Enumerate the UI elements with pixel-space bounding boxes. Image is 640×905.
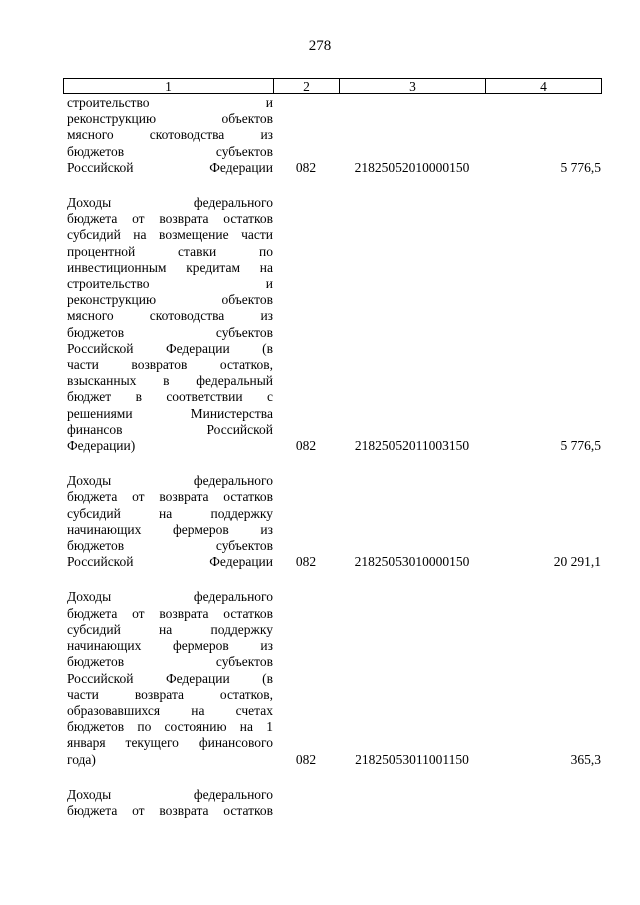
description-word: возврата xyxy=(134,686,185,702)
description-line: инвестиционным кредитам на xyxy=(67,259,273,275)
description-word: бюджетов xyxy=(67,143,125,159)
description-word: субъектов xyxy=(215,143,273,159)
description-line: бюджета от возврата остатков xyxy=(67,802,273,818)
description-word: и xyxy=(265,276,273,292)
description-word: объектов xyxy=(221,292,273,308)
description-line xyxy=(67,703,273,719)
table-row xyxy=(63,787,602,819)
description-line xyxy=(67,127,273,143)
row-description xyxy=(63,589,273,767)
description-word: из xyxy=(260,521,273,537)
table-row xyxy=(63,195,602,454)
description-line xyxy=(67,522,273,538)
header-col-2: 2 xyxy=(274,79,340,93)
description-line xyxy=(67,506,273,522)
description-word: Российской xyxy=(206,421,273,437)
description-word: остатков, xyxy=(219,357,273,373)
description-word: Российской xyxy=(67,670,134,686)
description-word: поддержку xyxy=(210,621,273,637)
description-word: ставки xyxy=(178,243,217,259)
description-line xyxy=(67,671,273,687)
description-word: субъектов xyxy=(215,654,273,670)
description-word: скотоводства xyxy=(149,308,225,324)
description-word: и xyxy=(265,95,273,110)
header-col-4: 4 xyxy=(540,79,547,94)
description-word: части xyxy=(67,357,99,373)
description-word: начинающих xyxy=(67,521,142,537)
description-word: федеральный xyxy=(196,373,273,389)
description-line xyxy=(67,373,273,389)
description-line xyxy=(67,341,273,357)
description-line xyxy=(67,95,273,111)
table-header-row xyxy=(63,78,602,94)
description-line: бюджетов по состоянию на 1 xyxy=(67,719,273,735)
table-row xyxy=(63,95,602,176)
description-word: из xyxy=(260,127,273,143)
description-word: федерального xyxy=(193,195,273,211)
description-word: финансов xyxy=(67,421,123,437)
description-line xyxy=(67,654,273,670)
description-word: федерального xyxy=(193,473,273,489)
description-line xyxy=(67,308,273,324)
description-line xyxy=(67,292,273,308)
description-line xyxy=(67,144,273,160)
description-word: решениями xyxy=(67,405,133,421)
description-word: на xyxy=(159,621,173,637)
description-line xyxy=(67,638,273,654)
description-line xyxy=(67,422,273,438)
description-word: процентной xyxy=(67,243,136,259)
description-word: на xyxy=(159,505,173,521)
description-word: остатков, xyxy=(219,686,273,702)
description-line: января текущего финансового xyxy=(67,735,273,751)
description-word: по xyxy=(259,243,273,259)
description-word: Федерации xyxy=(165,670,230,686)
table-row xyxy=(63,589,602,767)
description-word: фермеров xyxy=(173,521,229,537)
description-word: бюджетов xyxy=(67,538,125,554)
description-word: бюджетов xyxy=(67,324,125,340)
description-word: строительство xyxy=(67,276,150,292)
description-word: субсидий xyxy=(67,621,121,637)
description-line: бюджета от возврата остатков xyxy=(67,605,273,621)
description-word: части xyxy=(67,686,99,702)
description-word: начинающих xyxy=(67,638,142,654)
description-word: мясного xyxy=(67,308,114,324)
description-word: счетах xyxy=(235,702,273,718)
description-word: на xyxy=(191,702,205,718)
row-description xyxy=(63,473,273,570)
description-line: субсидий на возмещение части xyxy=(67,227,273,243)
description-line xyxy=(67,787,273,803)
table-row xyxy=(63,473,602,570)
description-line xyxy=(67,325,273,341)
description-line xyxy=(67,244,273,260)
description-word: фермеров xyxy=(173,638,229,654)
description-line xyxy=(67,111,273,127)
description-line xyxy=(67,622,273,638)
row-amount: 5 776,5 xyxy=(560,438,601,454)
description-line xyxy=(67,473,273,489)
description-line xyxy=(67,276,273,292)
description-word: взысканных xyxy=(67,373,137,389)
description-word: образовавшихся xyxy=(67,702,161,718)
description-line xyxy=(67,195,273,211)
description-line xyxy=(67,687,273,703)
description-word: Доходы xyxy=(67,195,112,211)
row-budget-code: 21825053010000150 xyxy=(354,554,470,570)
description-word: бюджетов xyxy=(67,654,125,670)
row-budget-code: 21825052010000150 xyxy=(354,159,470,175)
description-word: субъектов xyxy=(215,324,273,340)
description-line: бюджета от возврата остатков xyxy=(67,211,273,227)
description-word: (в xyxy=(262,340,273,356)
row-amount: 20 291,1 xyxy=(553,554,601,570)
description-word: субсидий xyxy=(67,505,121,521)
description-line xyxy=(67,406,273,422)
description-line: Российской Федерации xyxy=(67,554,273,570)
description-word: в xyxy=(135,389,142,405)
description-word: соответствии xyxy=(166,389,243,405)
description-line: Федерации) xyxy=(67,438,136,454)
description-word: реконструкцию xyxy=(67,292,157,308)
description-word: Министерства xyxy=(190,405,273,421)
description-word: мясного xyxy=(67,127,114,143)
description-word: с xyxy=(266,389,273,405)
row-admin-code: 082 xyxy=(295,438,317,454)
row-budget-code: 21825053011001150 xyxy=(355,751,469,767)
description-line xyxy=(67,389,273,405)
description-word: субъектов xyxy=(215,538,273,554)
description-word: объектов xyxy=(221,111,273,127)
description-word: Доходы xyxy=(67,473,112,489)
row-amount: 365,3 xyxy=(570,751,601,767)
description-word: Доходы xyxy=(67,589,112,605)
description-word: бюджет xyxy=(67,389,112,405)
header-col-3: 3 xyxy=(340,79,486,93)
row-admin-code: 082 xyxy=(295,159,317,175)
description-line: бюджета от возврата остатков xyxy=(67,489,273,505)
description-word: (в xyxy=(262,670,273,686)
row-admin-code: 082 xyxy=(295,554,317,570)
row-description xyxy=(63,787,273,819)
description-word: строительство xyxy=(67,95,150,110)
description-word: скотоводства xyxy=(149,127,225,143)
description-word: федерального xyxy=(193,589,273,605)
description-line: Российской Федерации xyxy=(67,159,273,175)
row-description xyxy=(63,95,273,176)
description-word: Федерации xyxy=(165,340,230,356)
description-line xyxy=(67,589,273,605)
description-line: года) xyxy=(67,751,96,767)
row-description xyxy=(63,195,273,454)
description-line xyxy=(67,538,273,554)
table-body xyxy=(63,95,602,819)
row-budget-code: 21825052011003150 xyxy=(354,438,470,454)
description-word: в xyxy=(163,373,170,389)
page-number: 278 xyxy=(308,38,332,54)
description-word: Российской xyxy=(67,340,134,356)
description-word: федерального xyxy=(193,786,273,802)
row-amount: 5 776,5 xyxy=(560,159,601,175)
header-col-1: 1 xyxy=(64,79,274,93)
description-word: возвратов xyxy=(131,357,188,373)
description-line xyxy=(67,357,273,373)
row-admin-code: 082 xyxy=(295,751,317,767)
description-word: реконструкцию xyxy=(67,111,157,127)
description-word: из xyxy=(260,308,273,324)
description-word: из xyxy=(260,638,273,654)
description-word: поддержку xyxy=(210,505,273,521)
description-word: Доходы xyxy=(67,786,112,802)
